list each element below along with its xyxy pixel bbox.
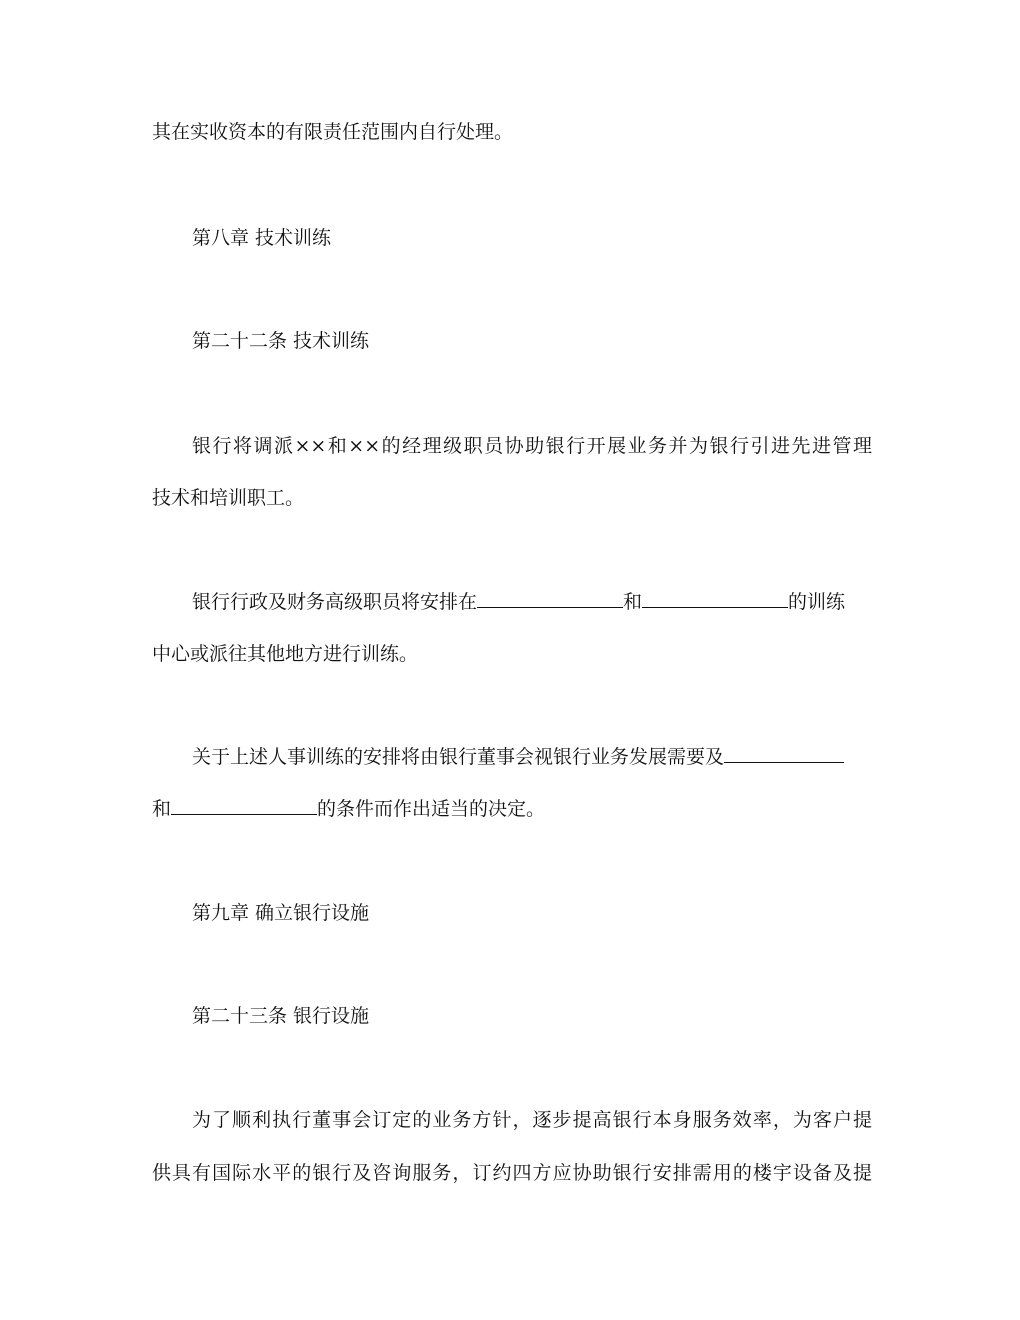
fill-in-blank bbox=[477, 590, 623, 608]
fill-in-blank bbox=[642, 590, 788, 608]
text-segment: 和 bbox=[152, 798, 172, 820]
text-segment: 关于上述人事训练的安排将由银行董事会视银行业务发展需要及 bbox=[192, 746, 725, 768]
paragraph-line: 其在实收资本的有限责任范围内自行处理。 bbox=[152, 121, 514, 143]
paragraph-line: 银行将调派××和××的经理级职员协助银行开展业务并为银行引进先进管理 bbox=[192, 435, 872, 457]
paragraph-line bbox=[152, 797, 872, 821]
chapter-heading: 第九章 确立银行设施 bbox=[192, 902, 370, 924]
paragraph-line bbox=[192, 590, 872, 614]
paragraph-line: 供具有国际水平的银行及咨询服务，订约四方应协助银行安排需用的楼宇设备及提 bbox=[152, 1162, 872, 1184]
text-segment: 的训练 bbox=[788, 591, 846, 613]
fill-in-blank bbox=[724, 745, 844, 763]
text-segment: 银行行政及财务高级职员将安排在 bbox=[192, 591, 478, 613]
text-segment: 和 bbox=[623, 591, 643, 613]
fill-in-blank bbox=[171, 797, 317, 815]
chapter-heading: 第八章 技术训练 bbox=[192, 227, 332, 249]
article-heading: 第二十二条 技术训练 bbox=[192, 330, 370, 352]
paragraph-line bbox=[192, 745, 872, 769]
article-heading: 第二十三条 银行设施 bbox=[192, 1005, 370, 1027]
paragraph-line: 为了顺利执行董事会订定的业务方针，逐步提高银行本身服务效率，为客户提 bbox=[192, 1109, 872, 1131]
paragraph-line: 技术和培训职工。 bbox=[152, 487, 305, 509]
text-segment: 的条件而作出适当的决定。 bbox=[317, 798, 546, 820]
paragraph-line: 中心或派往其他地方进行训练。 bbox=[152, 643, 419, 665]
